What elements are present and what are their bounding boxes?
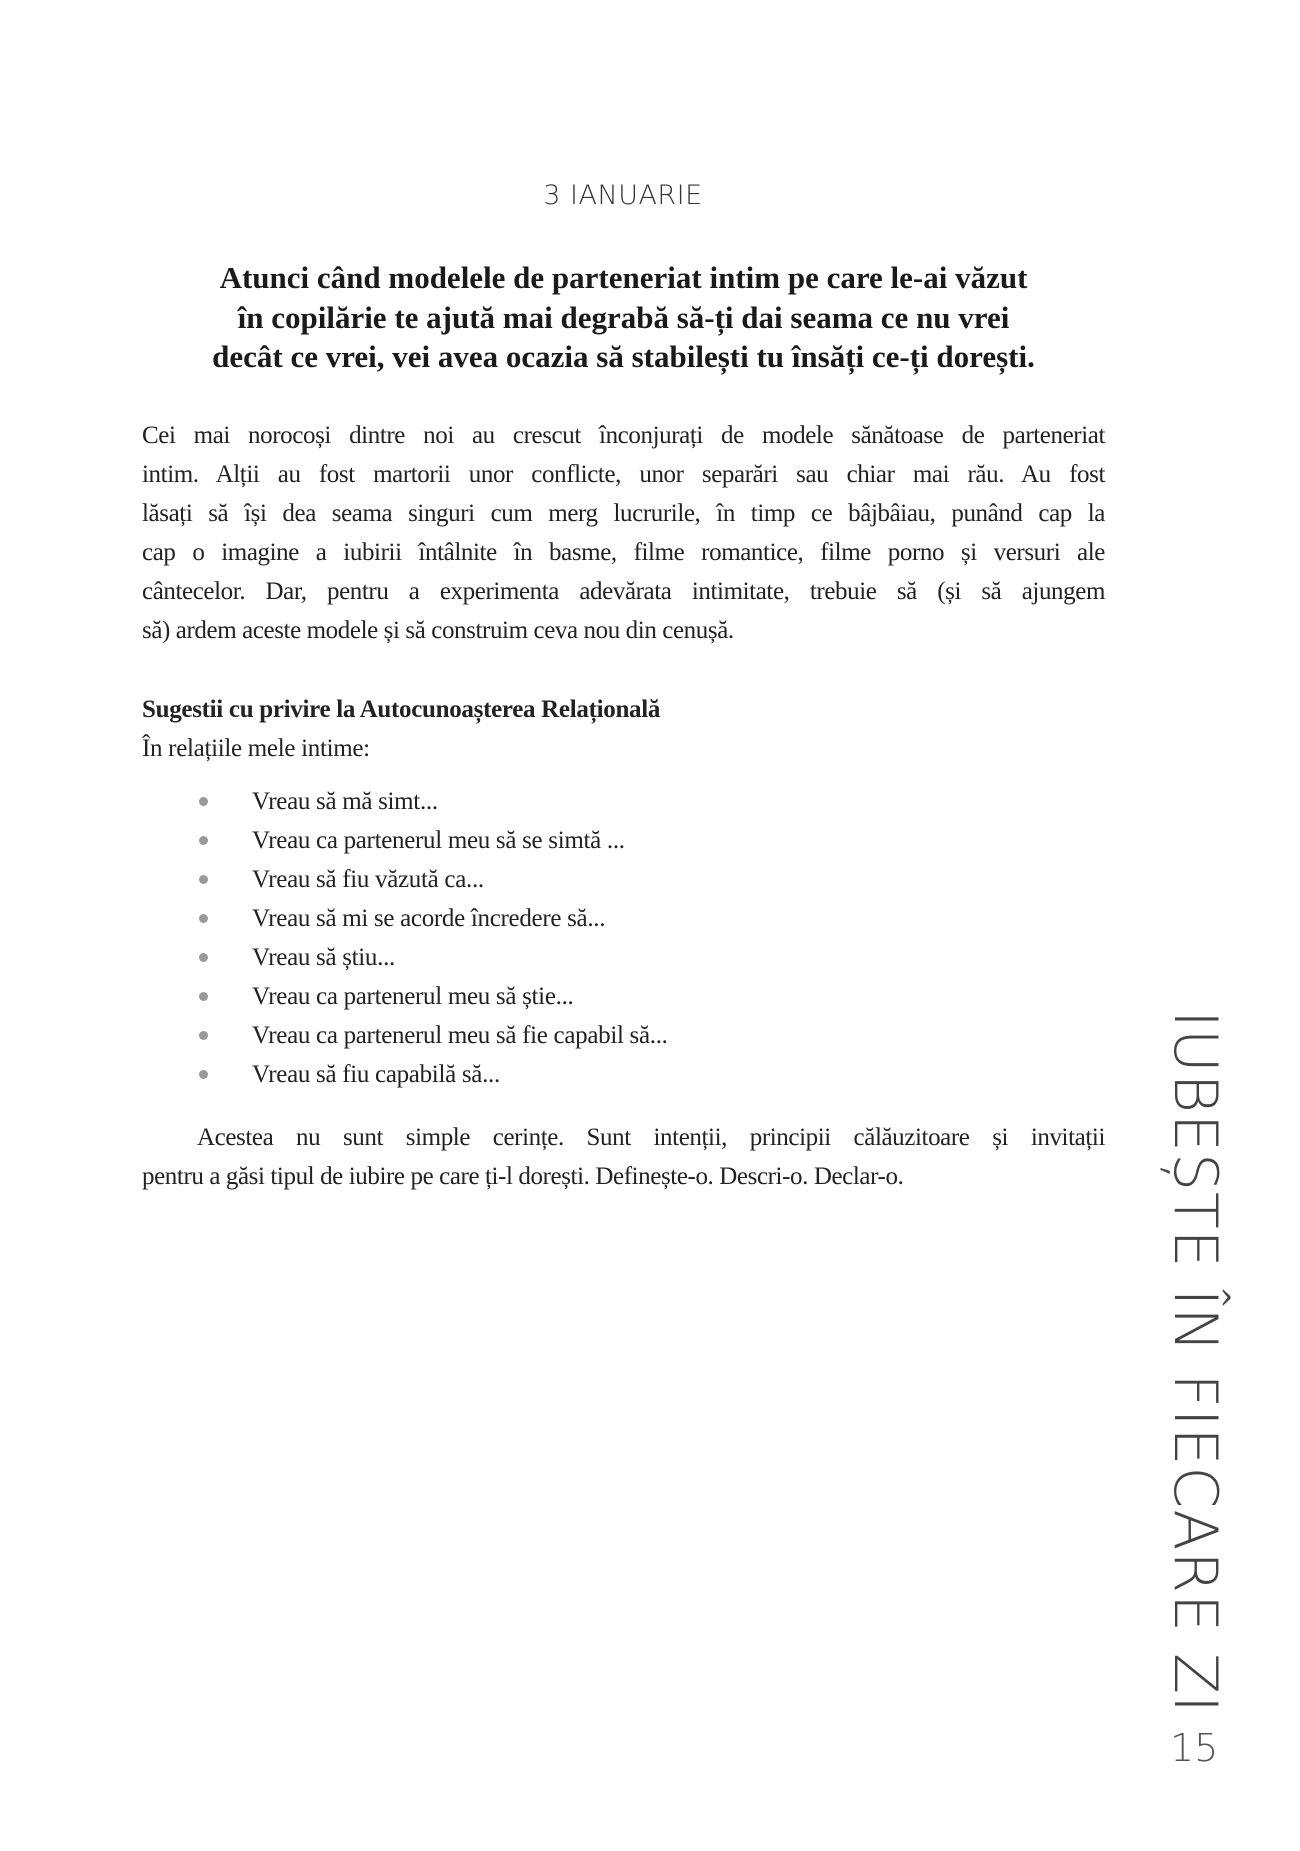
paragraph-line: să) ardem aceste modele și să construim ceva nou din cenușă. — [142, 617, 734, 644]
paragraph-line: lăsați să își dea seama singuri cum merg lucrurile, în timp ce bâjbâiau, punând cap la — [142, 500, 1105, 527]
bullet-icon — [199, 875, 208, 884]
paragraph-line: cântecelor. Dar, pentru a experimenta adevărata intimitate, trebuie să (și să ajungem — [142, 578, 1105, 605]
list-item-text: Vreau ca partenerul meu să știe... — [252, 983, 574, 1010]
paragraph-line: Cei mai norocoși dintre noi au crescut înconjurați de modele sănătoase de parteneriat — [142, 422, 1105, 449]
suggestions-title: Sugestii cu privire la Autocunoașterea Relațională — [142, 696, 661, 723]
bullet-icon — [199, 914, 208, 923]
list-item — [142, 899, 668, 938]
list-item-text: Vreau să fiu capabilă să... — [252, 1061, 500, 1088]
book-title-vertical — [1160, 1010, 1230, 1714]
bullet-icon — [199, 1031, 208, 1040]
headline-line: Atunci când modelele de parteneriat intim pe care le-ai văzut — [219, 260, 1028, 295]
bullet-icon — [199, 836, 208, 845]
paragraph-line: Acestea nu sunt simple cerințe. Sunt intenții, principii călăuzitoare și invitații — [197, 1124, 1105, 1151]
headline-line: decât ce vrei, vei avea ocazia să stabilești tu însăți ce-ți dorești. — [212, 339, 1035, 374]
list-item — [142, 1055, 668, 1094]
page-number: 15 — [1170, 1726, 1219, 1770]
list-item — [142, 860, 668, 899]
list-item — [142, 821, 668, 860]
paragraph-line: pentru a găsi tipul de iubire pe care ți-l dorești. Definește-o. Descri-o. Declar-o. — [142, 1163, 904, 1190]
suggestions-section — [142, 690, 660, 768]
list-item — [142, 977, 668, 1016]
list-item — [142, 938, 668, 977]
suggestions-intro: În relațiile mele intime: — [142, 735, 370, 762]
headline-line: în copilărie te ajută mai degrabă să-ți dai seama ce nu vrei — [237, 299, 1010, 335]
bullet-icon — [199, 797, 208, 806]
body-paragraph — [142, 416, 1105, 650]
suggestions-list — [142, 782, 668, 1094]
list-item — [142, 782, 668, 821]
list-item-text: Vreau să fiu văzută ca... — [252, 866, 484, 893]
paragraph-line: cap o imagine a iubirii întâlnite în basme, filme romantice, filme porno și versuri ale — [142, 539, 1105, 566]
list-item-text: Vreau să știu... — [252, 944, 395, 971]
book-title: IUBEȘTE ÎN FIECARE ZI — [1160, 1010, 1230, 1714]
list-item-text: Vreau să mi se acorde încredere să... — [252, 905, 606, 932]
list-item-text: Vreau ca partenerul meu să fie capabil să... — [252, 1022, 668, 1049]
entry-date: 3 IANUARIE — [543, 180, 703, 211]
list-item-text: Vreau să mă simt... — [252, 788, 438, 815]
closing-paragraph — [142, 1118, 1105, 1196]
bullet-icon — [199, 992, 208, 1001]
bullet-icon — [199, 1070, 208, 1079]
list-item-text: Vreau ca partenerul meu să se simtă ... — [252, 827, 625, 854]
list-item — [142, 1016, 668, 1055]
headline-quote — [142, 258, 1105, 377]
paragraph-line: intim. Alții au fost martorii unor conflicte, unor separări sau chiar mai rău. Au fost — [142, 461, 1105, 488]
bullet-icon — [199, 953, 208, 962]
